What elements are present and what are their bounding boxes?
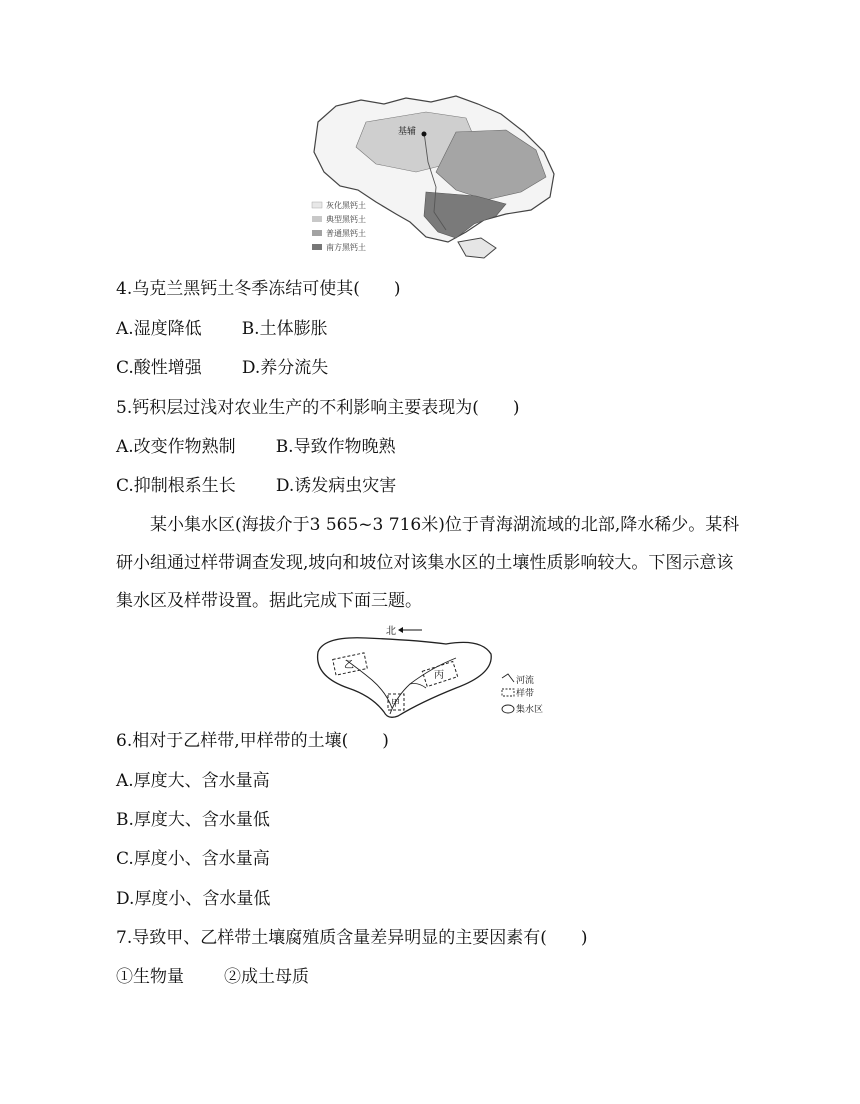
legend-swatch-3 <box>312 244 322 250</box>
transect-jia-label: 甲 <box>391 699 401 709</box>
q4-option-c: C.酸性增强 <box>116 358 202 378</box>
q4-options-ab <box>116 318 328 340</box>
q5-option-d: D.诱发病虫灾害 <box>275 476 397 496</box>
q6-option-c: C.厚度小、含水量高 <box>116 849 270 869</box>
legend-transect-label: 样带 <box>516 689 535 699</box>
kyiv-label: 基辅 <box>398 127 417 137</box>
q4-stem: 4.乌克兰黑钙土冬季冻结可使其( ) <box>116 279 401 299</box>
legend-label-3: 南方黑钙土 <box>326 243 366 252</box>
q6-option-d: D.厚度小、含水量低 <box>116 889 271 909</box>
crimea <box>458 238 496 258</box>
q5-option-a: A.改变作物熟制 <box>116 437 236 457</box>
legend-catchment-label: 集水区 <box>516 705 544 715</box>
transect-bing-label: 丙 <box>434 670 444 681</box>
legend-swatch-1 <box>312 216 322 222</box>
q7-option-2: ②成土母质 <box>224 967 309 987</box>
q4-option-d: D.养分流失 <box>241 358 329 378</box>
passage <box>116 506 746 620</box>
q4-option-b: B.土体膨胀 <box>241 319 328 339</box>
q5-option-b: B.导致作物晚熟 <box>275 437 396 457</box>
legend-swatch-2 <box>312 230 322 236</box>
kyiv-marker <box>422 132 427 137</box>
legend-2 <box>502 674 543 715</box>
passage-text: 某小集水区(海拔介于3 565~3 716米)位于青海湖流域的北部,降水稀少。某科研小组通过样带调查发现,坡向和坡位对该集水区的土壤性质影响较大。下图示意该集水区及样带设置。据此完成下面三题。 <box>116 515 740 611</box>
legend-label-0: 灰化黑钙土 <box>326 201 366 210</box>
q6-option-a: A.厚度大、含水量高 <box>116 771 270 791</box>
q7-options <box>116 966 309 988</box>
legend-1 <box>312 200 366 252</box>
q6-option-b: B.厚度大、含水量低 <box>116 810 270 830</box>
legend-catchment-icon <box>502 705 514 713</box>
legend-label-2: 普通黑钙土 <box>326 229 366 238</box>
q7-option-1: ①生物量 <box>116 967 184 987</box>
north-label: 北 <box>386 626 396 637</box>
q5-options-ab <box>116 436 396 458</box>
q6-stem: 6.相对于乙样带,甲样带的土壤( ) <box>116 731 389 751</box>
legend-transect-icon <box>502 689 514 696</box>
legend-river-label: 河流 <box>516 676 535 686</box>
q5-stem: 5.钙积层过浅对农业生产的不利影响主要表现为( ) <box>116 398 520 418</box>
catchment-sketch <box>306 622 556 722</box>
q4-option-a: A.湿度降低 <box>116 319 202 339</box>
q5-option-c: C.抑制根系生长 <box>116 476 236 496</box>
q4-options-cd <box>116 357 328 379</box>
legend-label-1: 典型黑钙土 <box>326 215 366 224</box>
ukraine-soil-map <box>306 92 558 272</box>
north-arrowhead <box>398 627 403 633</box>
q5-options-cd <box>116 475 396 497</box>
transect-yi-label: 乙 <box>344 660 354 671</box>
legend-river-icon <box>502 674 514 682</box>
legend-swatch-0 <box>312 202 322 208</box>
q7-stem: 7.导致甲、乙样带土壤腐殖质含量差异明显的主要因素有( ) <box>116 928 588 948</box>
